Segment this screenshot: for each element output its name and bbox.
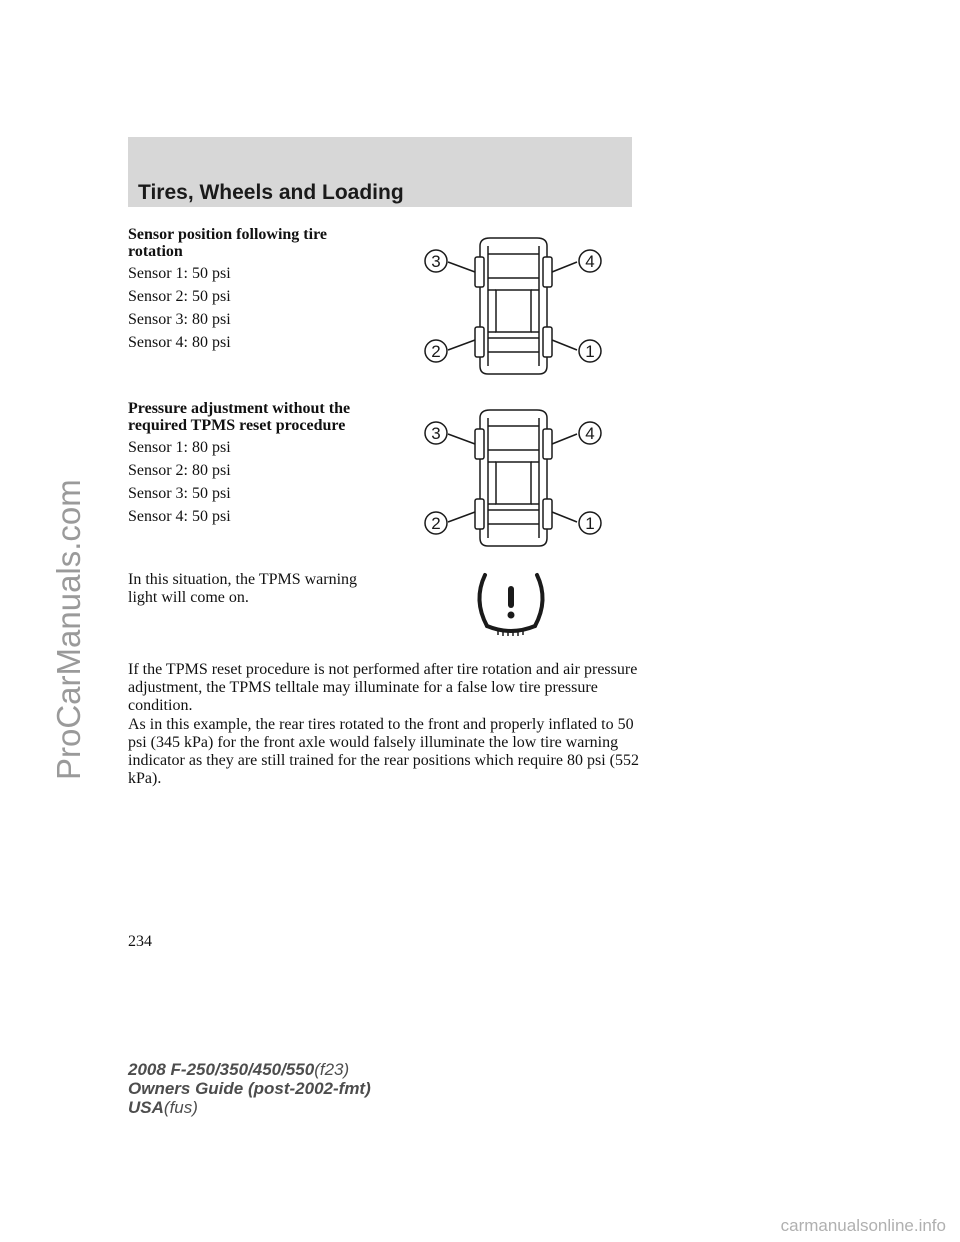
vehicle-tire-position-diagram xyxy=(412,406,616,548)
label-position-2: 2 xyxy=(431,342,441,361)
label-position-3: 3 xyxy=(431,424,441,443)
section2-sensor-3: Sensor 3: 50 psi xyxy=(128,485,231,502)
tire-front-left xyxy=(475,257,484,287)
label-position-2: 2 xyxy=(431,514,441,533)
paragraph-reset-procedure: If the TPMS reset procedure is not performed after tire rotation and air pressure adjustment, the TPMS telltale may illuminate for a false low tire pressure condition. xyxy=(128,661,638,714)
section1-sensor-1: Sensor 1: 50 psi xyxy=(128,265,231,282)
section1-heading-line2: rotation xyxy=(128,243,183,260)
section-header xyxy=(128,137,632,207)
page-number: 234 xyxy=(128,933,152,950)
section2-heading-line2: required TPMS reset procedure xyxy=(128,417,346,434)
label-position-4: 4 xyxy=(585,424,595,443)
section2-heading-line1: Pressure adjustment without the xyxy=(128,400,351,417)
section1-sensor-2: Sensor 2: 50 psi xyxy=(128,288,231,305)
tire-front-right xyxy=(543,429,552,459)
vehicle-tire-position-diagram xyxy=(412,234,616,376)
section1-sensor-3: Sensor 3: 80 psi xyxy=(128,311,231,328)
footer-model-line xyxy=(128,1060,349,1080)
section-title: Tires, Wheels and Loading xyxy=(138,181,404,204)
section1-heading-line1: Sensor position following tire xyxy=(128,226,327,243)
tire-rear-right xyxy=(543,327,552,357)
tire-rear-right xyxy=(543,499,552,529)
section2-sensor-1: Sensor 1: 80 psi xyxy=(128,439,231,456)
footer-guide-line: Owners Guide (post-2002-fmt) xyxy=(128,1079,371,1098)
warning-text-line2: light will come on. xyxy=(128,589,249,606)
paragraph-example: As in this example, the rear tires rotated to the front and properly inflated to 50 psi (345 kPa) for the front axle would falsely illuminate the low tire warning indicator as they are still trained for the rear positions which require 80 psi (552 kPa). xyxy=(128,716,639,787)
tire-front-right xyxy=(543,257,552,287)
label-position-3: 3 xyxy=(431,252,441,271)
label-position-1: 1 xyxy=(585,342,595,361)
side-watermark: ProCarManuals.com xyxy=(50,479,87,780)
tire-rear-left xyxy=(475,499,484,529)
footer-market: USA xyxy=(128,1098,164,1117)
site-watermark: carmanualsonline.info xyxy=(780,1216,946,1235)
tire-rear-left xyxy=(475,327,484,357)
section2-sensor-4: Sensor 4: 50 psi xyxy=(128,508,231,525)
warning-text-line1: In this situation, the TPMS warning xyxy=(128,571,358,588)
footer-model: 2008 F-250/350/450/550 xyxy=(128,1060,315,1079)
footer-market-line xyxy=(128,1098,198,1118)
footer-market-code: (fus) xyxy=(163,1098,198,1117)
footer-model-code: (f23) xyxy=(314,1060,350,1079)
label-position-4: 4 xyxy=(585,252,595,271)
section1-sensor-4: Sensor 4: 80 psi xyxy=(128,334,231,351)
section2-sensor-2: Sensor 2: 80 psi xyxy=(128,462,231,479)
tpms-warning-light-icon xyxy=(465,570,557,642)
tire-front-left xyxy=(475,429,484,459)
label-position-1: 1 xyxy=(585,514,595,533)
